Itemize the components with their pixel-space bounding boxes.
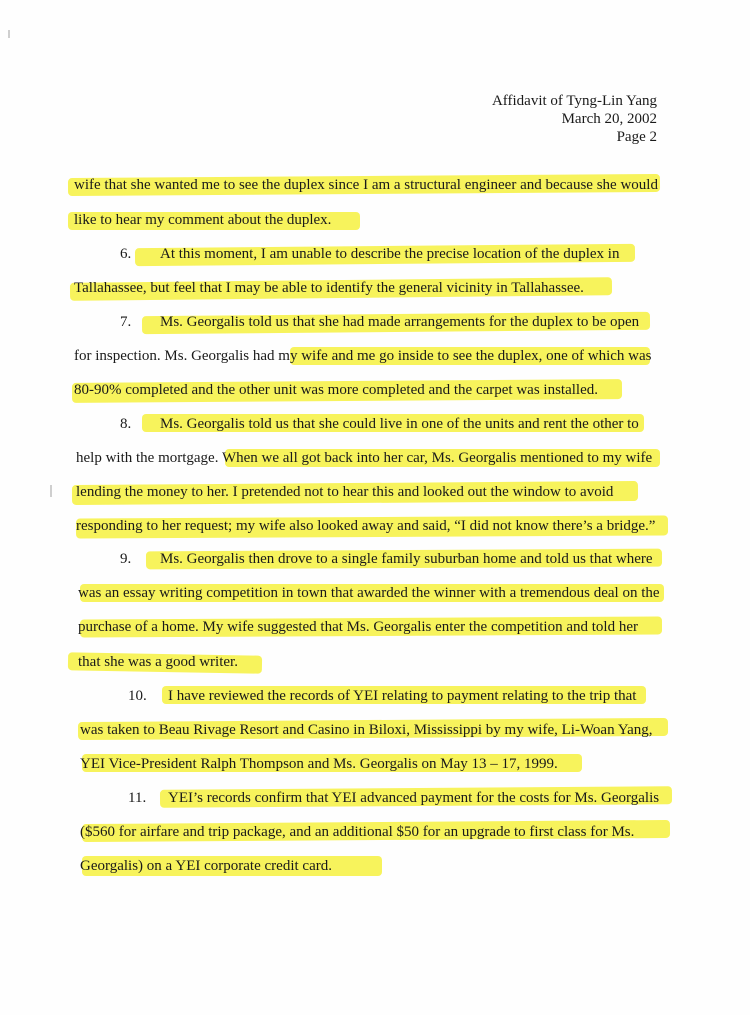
paragraph-7: 7. Ms. Georgalis told us that she had made arrangements for the duplex to be open [120, 314, 640, 330]
body-line: responding to her request; my wife also looked away and said, “I did not know there’s a bridge.” [76, 518, 656, 534]
paragraph-8: 8. Ms. Georgalis told us that she could live in one of the units and rent the other to [120, 416, 639, 432]
body-line: like to hear my comment about the duplex. [74, 212, 332, 228]
body-line: purchase of a home. My wife suggested that Ms. Georgalis enter the competition and told her [78, 619, 638, 635]
paragraph-number: 11. [128, 790, 147, 806]
paragraph-number: 8. [120, 416, 132, 432]
paragraph-number: 7. [120, 314, 132, 330]
paragraph-number: 10. [128, 688, 147, 704]
paragraph-number: 9. [120, 551, 132, 567]
body-line: 80-90% completed and the other unit was more completed and the carpet was installed. [74, 382, 598, 398]
paragraph-9: 9. Ms. Georgalis then drove to a single family suburban home and told us that where [120, 551, 653, 567]
body-line: was taken to Beau Rivage Resort and Casino in Biloxi, Mississippi by my wife, Li-Woan Yang, [80, 722, 653, 738]
body-line: Georgalis) on a YEI corporate credit card. [80, 858, 332, 874]
paragraph-10: 10. I have reviewed the records of YEI relating to payment relating to the trip that [128, 688, 637, 704]
scan-artifact [8, 30, 10, 38]
body-line: help with the mortgage. When we all got back into her car, Ms. Georgalis mentioned to my wife [76, 450, 653, 466]
body-line: that she was a good writer. [78, 654, 238, 670]
body-line: was an essay writing competition in town that awarded the winner with a tremendous deal on the [78, 585, 660, 601]
body-line: YEI Vice-President Ralph Thompson and Ms. Georgalis on May 13 – 17, 1999. [80, 756, 558, 772]
scan-artifact [50, 485, 52, 497]
header-date: March 20, 2002 [561, 111, 657, 127]
body-line: wife that she wanted me to see the duplex since I am a structural engineer and because she would [74, 177, 658, 193]
body-line: ($560 for airfare and trip package, and an additional $50 for an upgrade to first class for Ms. [80, 824, 635, 840]
paragraph-6: 6. At this moment, I am unable to describe the precise location of the duplex in [120, 246, 620, 262]
header-page-number: Page 2 [616, 129, 657, 145]
paragraph-number: 6. [120, 246, 132, 262]
header-title: Affidavit of Tyng-Lin Yang [491, 93, 657, 109]
paragraph-11: 11. YEI’s records confirm that YEI advanced payment for the costs for Ms. Georgalis [128, 790, 660, 806]
body-line: for inspection. Ms. Georgalis had my wife and me go inside to see the duplex, one of which was [74, 348, 652, 364]
document-header [492, 92, 657, 146]
body-line: lending the money to her. I pretended not to hear this and looked out the window to avoid [76, 484, 614, 500]
body-line: Tallahassee, but feel that I may be able to identify the general vicinity in Tallahassee. [74, 280, 584, 296]
